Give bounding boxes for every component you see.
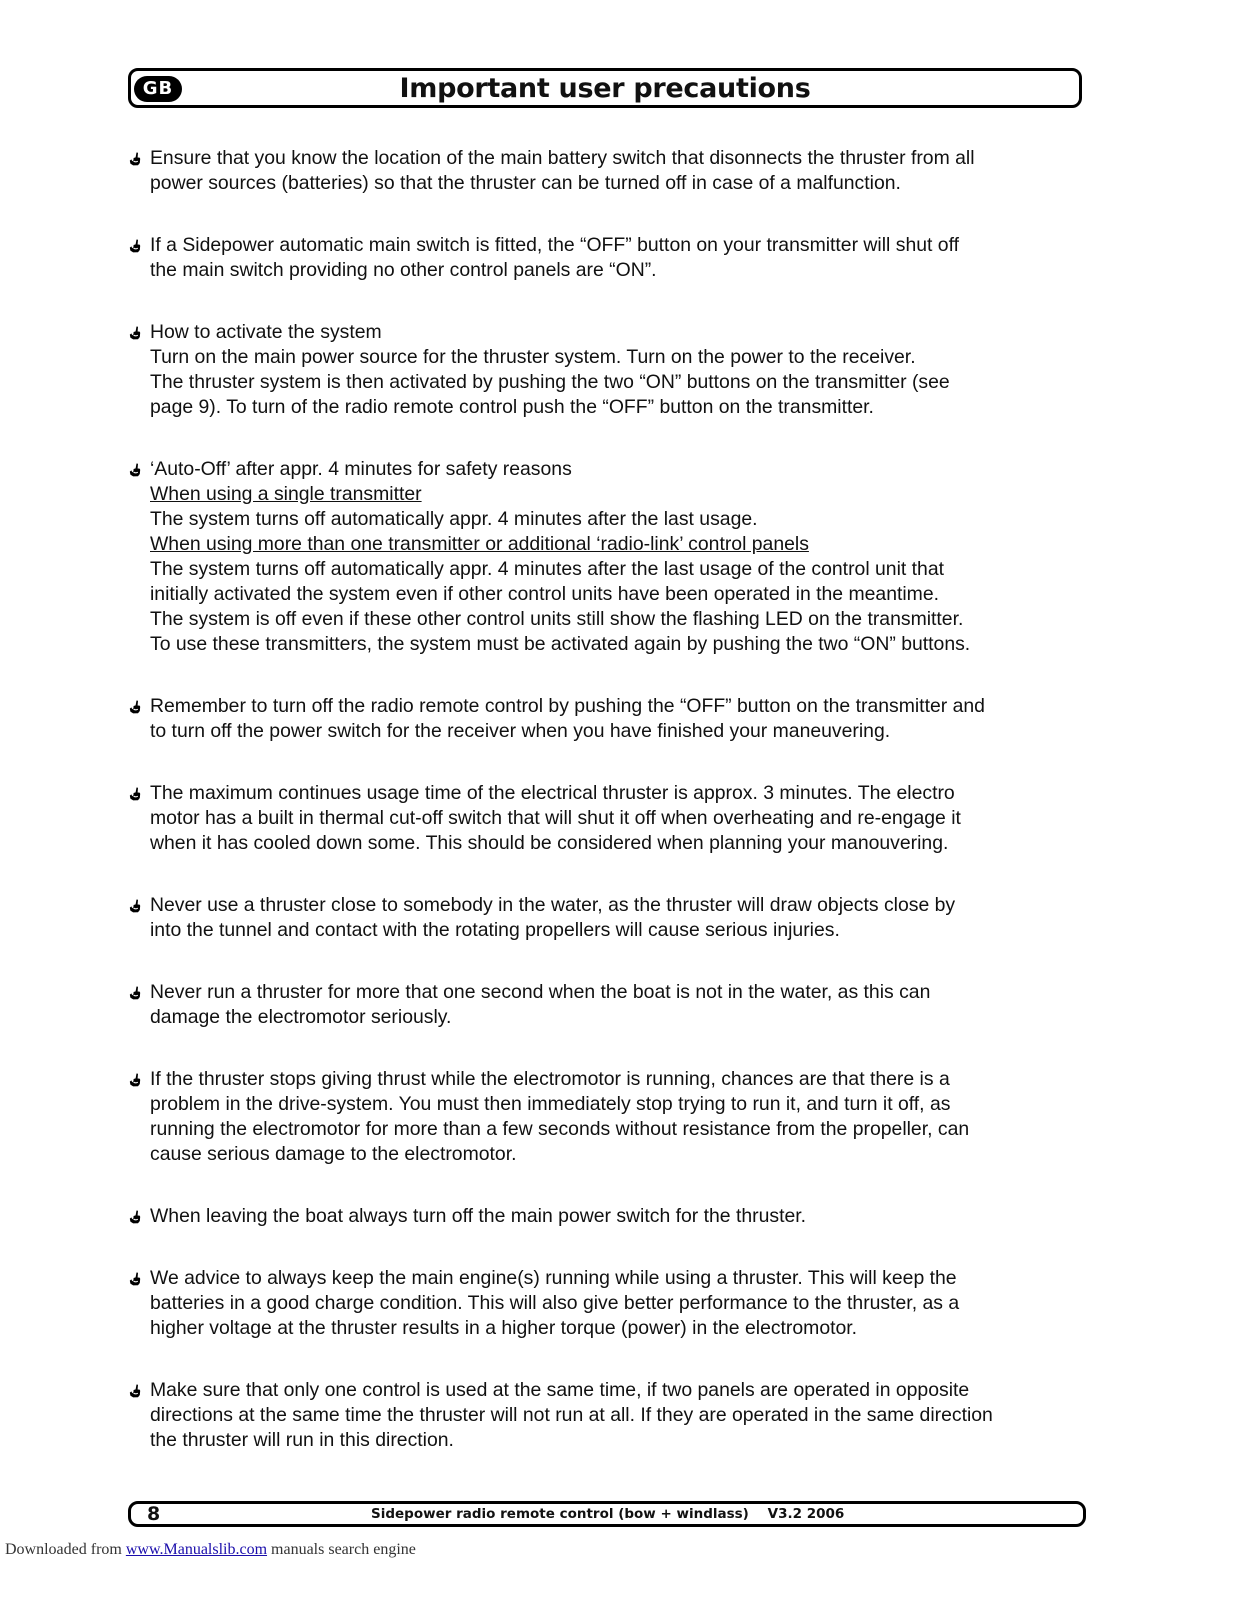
pointing-hand-bullet-icon	[129, 1272, 141, 1286]
text-line: page 9). To turn of the radio remote control push the “OFF” button on the transmitter.	[150, 396, 874, 418]
text-line: problem in the drive-system. You must then immediately stop trying to run it, and turn it off, as	[150, 1093, 951, 1115]
text-line: running the electromotor for more than a few seconds without resistance from the propeller, can	[150, 1118, 970, 1140]
header-box	[128, 68, 1082, 108]
pointing-hand-bullet-icon	[129, 1073, 141, 1087]
list-item	[128, 1378, 1090, 1453]
download-watermark	[5, 1541, 416, 1559]
subheading-line: When using more than one transmitter or additional ‘radio-link’ control panels	[150, 533, 809, 555]
text-line: If a Sidepower automatic main switch is fitted, the “OFF” button on your transmitter will shut off	[150, 234, 959, 256]
text-line: The system is off even if these other control units still show the flashing LED on the transmitter.	[150, 608, 964, 630]
pointing-hand-bullet-icon	[129, 1210, 141, 1224]
precautions-list	[128, 146, 1090, 1490]
text-line: ‘Auto-Off’ after appr. 4 minutes for safety reasons	[150, 458, 572, 480]
footer-box	[128, 1501, 1086, 1527]
text-line: Remember to turn off the radio remote control by pushing the “OFF” button on the transmitter and	[150, 695, 985, 717]
page-title: Important user precautions	[399, 73, 811, 104]
text-line: motor has a built in thermal cut-off switch that will shut it off when overheating and re-engage it	[150, 807, 961, 829]
pointing-hand-bullet-icon	[129, 326, 141, 340]
list-item	[128, 1204, 1090, 1229]
list-item	[128, 893, 1090, 943]
pointing-hand-bullet-icon	[129, 899, 141, 913]
text-line: Never run a thruster for more that one second when the boat is not in the water, as this can	[150, 981, 931, 1003]
subheading-line: When using a single transmitter	[150, 483, 422, 505]
text-line: We advice to always keep the main engine(s) running while using a thruster. This will keep the	[150, 1267, 957, 1289]
list-item	[128, 320, 1090, 420]
page-number: 8	[147, 1503, 161, 1525]
pointing-hand-bullet-icon	[129, 787, 141, 801]
watermark-suffix: manuals search engine	[267, 1541, 416, 1558]
text-line: directions at the same time the thruster will not run at all. If they are operated in the same direction	[150, 1404, 993, 1426]
text-line: batteries in a good charge condition. This will also give better performance to the thruster, as a	[150, 1292, 960, 1314]
watermark-prefix: Downloaded from	[5, 1541, 126, 1558]
list-item	[128, 781, 1090, 856]
language-badge: GB	[134, 76, 182, 102]
text-line: How to activate the system	[150, 321, 382, 343]
text-line: Ensure that you know the location of the main battery switch that disonnects the thruster from all	[150, 147, 975, 169]
text-line: Never use a thruster close to somebody in the water, as the thruster will draw objects close by	[150, 894, 956, 916]
text-line: the main switch providing no other control panels are “ON”.	[150, 259, 657, 281]
text-line: when it has cooled down some. This should be considered when planning your manouvering.	[150, 832, 949, 854]
pointing-hand-bullet-icon	[129, 700, 141, 714]
pointing-hand-bullet-icon	[129, 1384, 141, 1398]
text-line: damage the electromotor seriously.	[150, 1006, 452, 1028]
pointing-hand-bullet-icon	[129, 986, 141, 1000]
list-item	[128, 233, 1090, 283]
text-line: Turn on the main power source for the thruster system. Turn on the power to the receiver.	[150, 346, 916, 368]
manualslib-link[interactable]: www.Manualslib.com	[125, 1541, 268, 1558]
list-item	[128, 980, 1090, 1030]
list-item	[128, 457, 1090, 657]
text-line: The system turns off automatically appr. 4 minutes after the last usage of the control unit that	[150, 558, 945, 580]
footer-text: Sidepower radio remote control (bow + windlass) V3.2 2006	[371, 1506, 845, 1522]
text-line: If the thruster stops giving thrust while the electromotor is running, chances are that there is a	[150, 1068, 950, 1090]
text-line: to turn off the power switch for the receiver when you have finished your maneuvering.	[150, 720, 891, 742]
text-line: Make sure that only one control is used at the same time, if two panels are operated in opposite	[150, 1379, 970, 1401]
pointing-hand-bullet-icon	[129, 152, 141, 166]
list-item	[128, 694, 1090, 744]
text-line: The thruster system is then activated by pushing the two “ON” buttons on the transmitter (see	[150, 371, 950, 393]
text-line: To use these transmitters, the system must be activated again by pushing the two “ON” buttons.	[150, 633, 971, 655]
pointing-hand-bullet-icon	[129, 239, 141, 253]
text-line: The system turns off automatically appr. 4 minutes after the last usage.	[150, 508, 758, 530]
text-line: The maximum continues usage time of the electrical thruster is approx. 3 minutes. The electro	[150, 782, 955, 804]
list-item	[128, 146, 1090, 196]
text-line: When leaving the boat always turn off the main power switch for the thruster.	[150, 1205, 807, 1227]
text-line: initially activated the system even if other control units have been operated in the meantime.	[150, 583, 939, 605]
list-item	[128, 1067, 1090, 1167]
pointing-hand-bullet-icon	[129, 463, 141, 477]
text-line: the thruster will run in this direction.	[150, 1429, 454, 1451]
text-line: cause serious damage to the electromotor.	[150, 1143, 517, 1165]
text-line: higher voltage at the thruster results in a higher torque (power) in the electromotor.	[150, 1317, 858, 1339]
text-line: power sources (batteries) so that the thruster can be turned off in case of a malfunction.	[150, 172, 901, 194]
list-item	[128, 1266, 1090, 1341]
text-line: into the tunnel and contact with the rotating propellers will cause serious injuries.	[150, 919, 840, 941]
